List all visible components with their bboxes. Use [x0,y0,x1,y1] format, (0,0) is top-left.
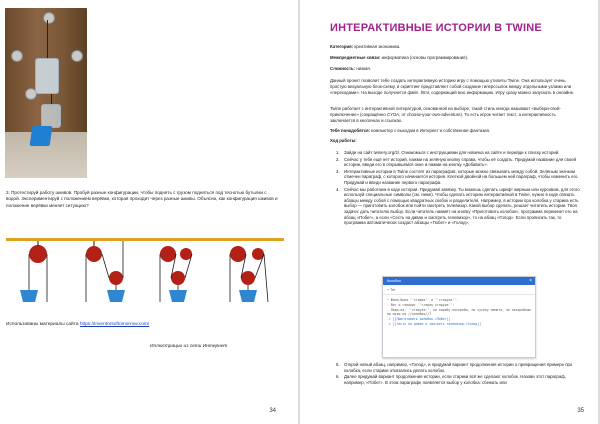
meta-label: Сложность: [330,66,356,71]
meta-crosslinks [330,55,582,61]
list-item: 6. Далее придумай вариант продолжения истории, если старики всё же сделают колобок. Назови этот параграф, например, «Побег». В этом параграфе появляется выбор у колобка: сбежать или [336,374,566,385]
pulley-icon [160,246,176,262]
pulley-icon [241,271,255,285]
materials-label: Тебе понадобятся: [330,128,371,133]
steps-heading: Ход работы: [330,138,357,143]
credits [6,322,149,327]
meta-value: креативная экономика. [354,44,401,49]
add-tag-button[interactable]: + Тег [387,287,396,292]
pulley-config-4 [230,246,268,302]
bucket-icon [239,290,257,302]
page-title: ИНТЕРАКТИВНЫЕ ИСТОРИИ В TWINE [330,22,542,34]
materials-line [330,128,582,134]
pulley-icon [86,246,102,262]
credits-prefix: Использованы материалы сайта [6,322,79,327]
pulley-icon [29,245,47,263]
credits-link[interactable]: https://inventorsoftomorrow.com/ [79,322,150,327]
pulley-icon [230,246,246,262]
meta-category [330,44,582,50]
code-line: ~ Жили-были ''старик'' и ''старуха''. [387,298,459,302]
bucket-icon [107,290,125,302]
code-line: - Вот и говорит ''старик старуха'': [387,302,455,307]
left-page [0,0,298,424]
editor-title: Колобок [387,279,401,283]
intro-paragraph-1: Данный проект позволит тебе создать интерактивную историю игру с помощью утилиты Twine. Она использует очень простую визуальную блок-схему, и скриптинг представляет собой создание гиперссылок между отдельными узлами или «переходами». На выходе получается файл .html, содержащий всю информацию. Игру сразу можно запускать в онлайне. [330,78,575,95]
pulley-photo [5,8,87,178]
bucket-icon [20,290,38,302]
code-line: -> [[Сесть на диван и смотреть телевизор->Голод]] [387,321,482,326]
right-page [300,0,598,424]
meta-value: информатика (основы программирования). [381,55,469,60]
list-item: 2. Сейчас у тебя ещё нет историй, нажми на зелёную кнопку справа, чтобы её создать. Придумай название для своей истории, введи его в открывшемся окне и нажми на кнопку «Добавить». [336,156,576,168]
pulley-config-2 [86,241,125,302]
code-line: -> [[Приготовить колобок->Побег]] [387,317,451,322]
meta-value: низкая. [356,66,371,71]
editor-titlebar [383,277,535,285]
pulley-diagrams [6,232,284,314]
meta-label: Категория: [330,44,354,49]
steps-list-top [336,150,582,227]
twine-editor-window [382,276,536,358]
pulley-config-3 [160,246,192,302]
instruction-text: 3. Протестируй работу шкивов. Пробуй разные конфигурации, чтобы поднять с грузом подняться под теснотью бутылки с водой. Экспериментируй с положением верёвки, которая проходит через разные шкивы. Объясни, как конфигурация шкивов и положение верёвки меняет ситуацию? [6,190,278,208]
steps-list-bottom [336,362,582,386]
editor-toolbar [383,285,535,295]
pulley-icon [180,248,192,260]
pulley-icon [109,271,123,285]
list-item: 1. Зайди на сайт twinery.org/2/. Ознакомься с инструкциями для новичка на сайте и перейди к списку историй. [336,150,560,155]
code-line: - Поди-ка, ''старуха'', по коробу поскреби, по сусеку помети, не наскребешь ли муки на //колобок//? [387,307,531,317]
list-item: 3. Интерактивные истории в Twine состоят из параграфов, которые можно связывать между собой. Зелёным значком отмечен параграф, с которого начинается история. Клеткой двойной на большем ней параграф, чтобы изменить его. Придумай и введи название первого параграфа. [336,168,579,185]
list-item: 5. Открой новый абзац, например, «Голод», и придумай вариант продолжения истории о превращения примере про колобка, если старики отказались делать колобок. [336,362,573,373]
page-number-left: 34 [269,408,276,414]
list-item: 4. Сейчас мы работаем в коде истории. Придумай завязку. Ты можешь сделать шрифт жирным или курсивом, для этого используй специальные символы (см. ниже). Чтобы сделать историю интерактивной в Twine, нужно в коде связать абзацы между собой с помощью квадратных скобок и разделителя. Например, в истории про колобка у старика есть выбор — приготовить колобок или пойти смотреть телевизор. Какой выбор сделать, решает читатель истории. Твоя задача: дать читателю выбор. Если читатель нажмёт на кнопку «Приготовить колобок», программа перекинет его на абзац «Побег», а если «Сесть на диван и смотреть телевизор», то на абзац «Голод». Если прописать так, то программа автоматически создаст абзацы «Побег» и «Голод». [336,186,580,226]
editor-code[interactable] [383,295,535,330]
pulley-config-1 [20,241,47,302]
frame-bar [6,238,284,241]
materials-value: компьютер с выходом в Интернет и собственная фантазия. [371,128,491,133]
meta-label: Межпредметные связи: [330,55,381,60]
intro-paragraph-2: Twine работает с интерактивной литературой, основанной на выборе, такой стиль иногда называют «выбери-свой-приключение» (сокращённо CYOA, от choose-your-own-adventure). То есть игрок читает текст, а интерактивность заключается в кнопочках и ссылках. [330,106,561,123]
pulley-icon [171,271,185,285]
bucket-icon [169,290,187,302]
meta-difficulty [330,66,582,72]
close-icon[interactable]: × [529,278,532,284]
illustration-caption: Иллюстрации из сети Интернет [150,344,228,349]
page-number-right: 35 [577,408,584,414]
